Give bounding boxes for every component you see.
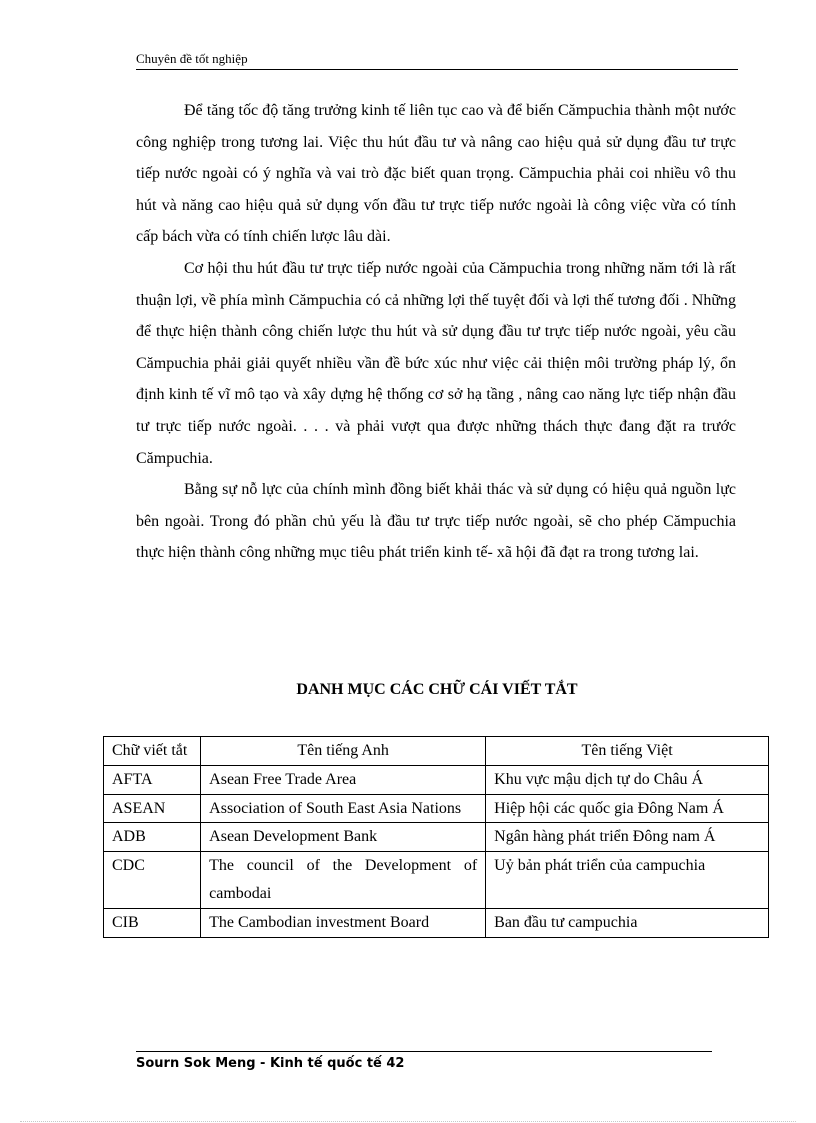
english-name-cell: Asean Development Bank xyxy=(201,823,486,852)
table-row xyxy=(104,908,769,937)
header-cell-abbreviation: Chữ viết tắt xyxy=(104,737,201,766)
abbreviation-cell: ASEAN xyxy=(104,794,201,823)
page-edge-divider xyxy=(20,1121,796,1122)
vietnamese-name-cell: Hiệp hội các quốc gia Đông Nam Á xyxy=(486,794,769,823)
abbreviation-table xyxy=(103,736,769,938)
abbreviation-cell: CIB xyxy=(104,908,201,937)
table-header-row xyxy=(104,737,769,766)
abbreviation-cell: AFTA xyxy=(104,765,201,794)
footer-divider xyxy=(136,1051,712,1052)
vietnamese-name-cell: Ngân hàng phát triển Đông nam Á xyxy=(486,823,769,852)
section-title: DANH MỤC CÁC CHỮ CÁI VIẾT TẮT xyxy=(296,681,578,698)
page-header xyxy=(136,50,738,70)
table-row xyxy=(104,823,769,852)
abbreviation-cell: CDC xyxy=(104,852,201,909)
paragraph: Để tăng tốc độ tăng trưởng kinh tế liên tục cao và để biến Cămpuchia thành một nước công nghiệp trong tương lai. Việc thu hút đầu tư và nâng cao hiệu quả sử dụng đầu tư trực tiếp nước ngoài có ý nghĩa và vai trò đặc biết quan trọng. Cămpuchia phải coi nhiều vô thu hút và năng cao hiệu quả sử dụng vốn đầu tư trực tiếp nước ngoài là công việc vừa có tính cấp bách vừa có tính chiến lược lâu dài. xyxy=(136,102,736,246)
vietnamese-name-cell: Khu vực mậu dịch tự do Châu Á xyxy=(486,765,769,794)
table-row xyxy=(104,765,769,794)
english-name-cell: The council of the Development of cambodai xyxy=(201,852,486,909)
english-name-cell: The Cambodian investment Board xyxy=(201,908,486,937)
table-row xyxy=(104,852,769,909)
header-title: Chuyên đề tốt nghiệp xyxy=(136,51,248,66)
header-cell-vietnamese-name: Tên tiếng Việt xyxy=(486,737,769,766)
table-row xyxy=(104,794,769,823)
page-footer: Sourn Sok Meng - Kinh tế quốc tế 42 xyxy=(136,1056,405,1071)
body-text xyxy=(136,95,736,569)
vietnamese-name-cell: Ban đầu tư campuchia xyxy=(486,908,769,937)
header-cell-english-name: Tên tiếng Anh xyxy=(201,737,486,766)
english-name-cell: Asean Free Trade Area xyxy=(201,765,486,794)
paragraph: Cơ hội thu hút đầu tư trực tiếp nước ngoài của Cămpuchia trong những năm tới là rất thuận lợi, về phía mình Cămpuchia có cả những lợi thế tuyệt đối và lợi thế tương đối . Những để thực hiện thành công chiến lược thu hút và sử dụng đầu tư trực tiếp nước ngoài, yêu cầu Cămpuchia phải giải quyết nhiều vần đề bức xúc như việc cải thiện môi trường pháp lý, ổn định kinh tế vĩ mô tạo và xây dựng hệ thống cơ sở hạ tầng , nâng cao năng lực tiếp nhận đầu tư trực tiếp nước ngoài. . . . và phải vượt qua được những thách thực đang đặt ra trước Cămpuchia. xyxy=(136,259,736,467)
paragraph: Bằng sự nỗ lực của chính mình đồng biết khải thác và sử dụng có hiệu quả nguồn lực bên ngoài. Trong đó phần chủ yếu là đầu tư trực tiếp nước ngoài, sẽ cho phép Cămpuchia thực hiện thành công những mục tiêu phát triển kinh tế- xã hội đã đạt ra trong tương lai. xyxy=(136,481,736,562)
english-name-cell: Association of South East Asia Nations xyxy=(201,794,486,823)
abbreviation-cell: ADB xyxy=(104,823,201,852)
vietnamese-name-cell: Uỷ bản phát triển của campuchia xyxy=(486,852,769,909)
